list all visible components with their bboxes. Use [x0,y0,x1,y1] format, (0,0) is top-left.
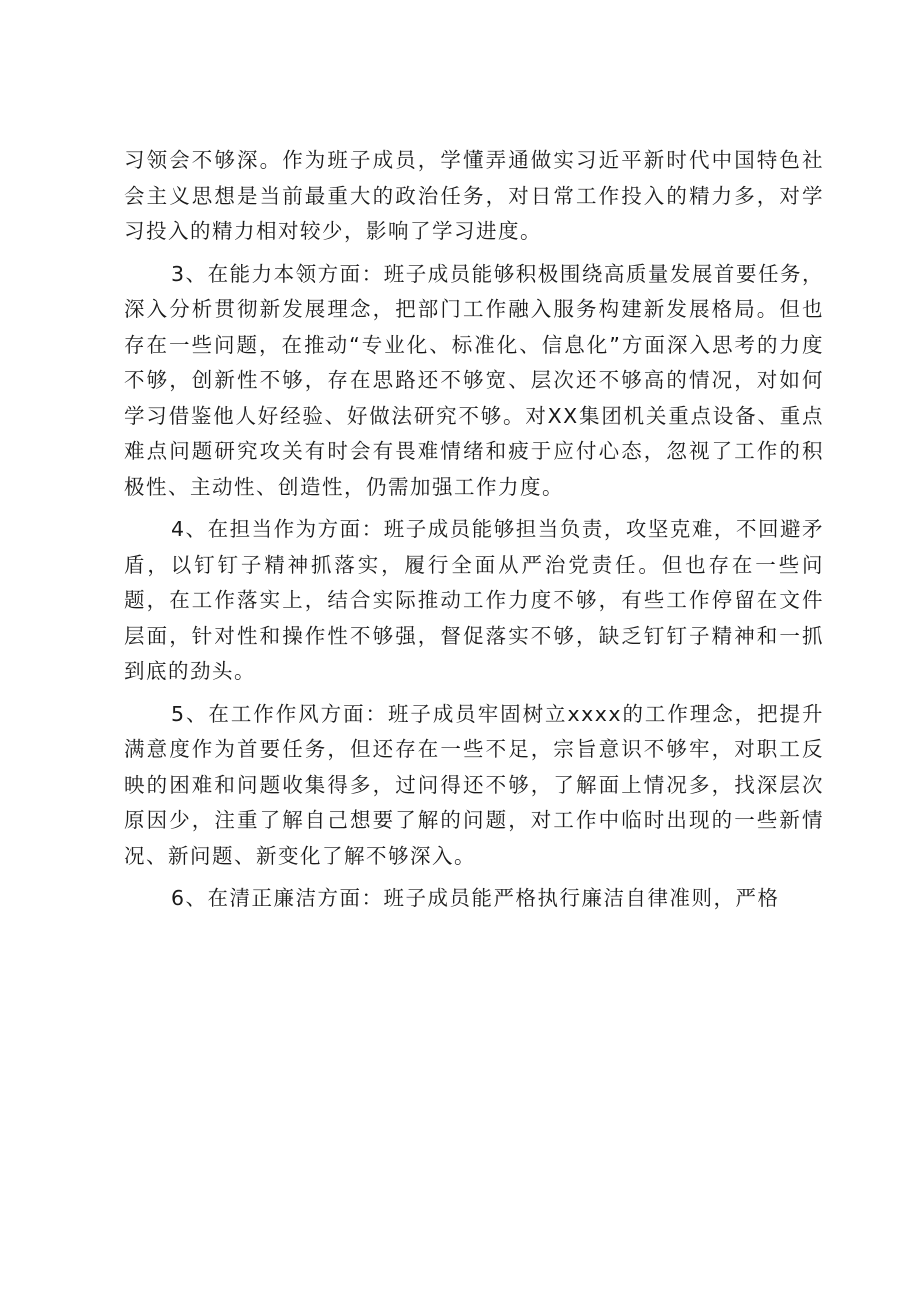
document-body [124,143,824,917]
paragraph-ability: 3、在能力本领方面：班子成员能够积极围绕高质量发展首要任务，深入分析贯彻新发展理念，把部门工作融入服务构建新发展格局。但也存在一些问题，在推动“专业化、标准化、信息化”方面深入思考的力度不够，创新性不够，存在思路还不够宽、层次还不够高的情况，对如何学习借鉴他人好经验、好做法研究不够。对XX集团机关重点设备、重点难点问题研究攻关有时会有畏难情绪和疲于应付心态，忽视了工作的积极性、主动性、创造性，仍需加强工作力度。 [124,261,824,499]
paragraph-work-style: 5、在工作作风方面：班子成员牢固树立xxxx的工作理念，把提升满意度作为首要任务，但还存在一些不足，宗旨意识不够牢，对职工反映的困难和问题收集得多，过问得还不够，了解面上情况多，找深层次原因少，注重了解自己想要了解的问题，对工作中临时出现的一些新情况、新问题、新变化了解不够深入。 [124,701,824,868]
paragraph-responsibility: 4、在担当作为方面：班子成员能够担当负责，攻坚克难，不回避矛盾，以钉钉子精神抓落实，履行全面从严治党责任。但也存在一些问题，在工作落实上，结合实际推动工作力度不够，有些工作停留在文件层面，针对性和操作性不够强，督促落实不够，缺乏钉钉子精神和一抓到底的劲头。 [124,517,824,683]
paragraph-continuation: 习领会不够深。作为班子成员，学懂弄通做实习近平新时代中国特色社会主义思想是当前最重大的政治任务，对日常工作投入的精力多，对学习投入的精力相对较少，影响了学习进度。 [124,148,824,243]
paragraph-integrity: 6、在清正廉洁方面：班子成员能严格执行廉洁自律准则，严格 [171,886,780,910]
